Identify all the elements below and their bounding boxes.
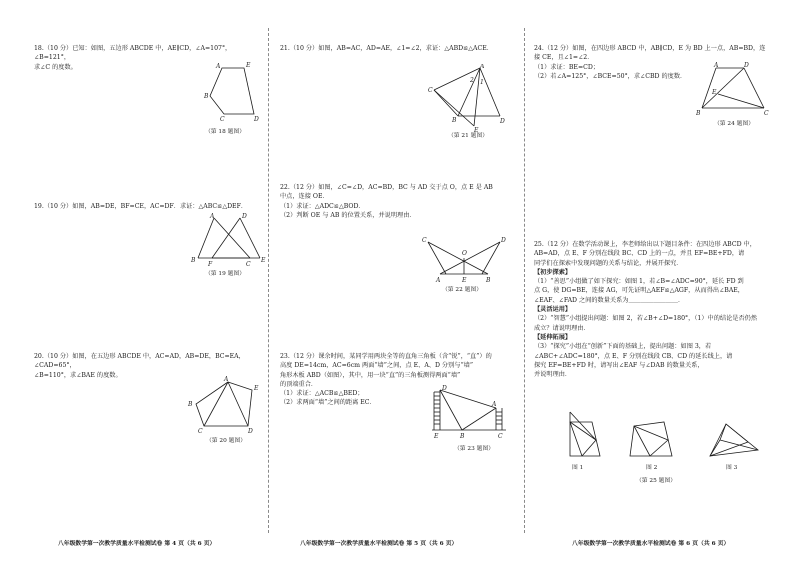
figure-24 [696, 60, 770, 116]
vertex-label: A [436, 277, 441, 284]
question-21 [280, 44, 520, 53]
page-footer: 八年级数学第一次教学质量水平检测试卷 第 5 页（共 6 页） [300, 541, 458, 547]
figure-21 [428, 64, 506, 132]
vertex-label: A [480, 64, 485, 70]
vertex-label: B [191, 257, 196, 264]
figure-18 [196, 60, 266, 122]
question-line: （2）判断 OE 与 AB 的位置关系，并说明理由． [280, 211, 416, 219]
figure-caption: （第 24 题图） [714, 121, 755, 127]
vertex-label: B [486, 277, 491, 284]
question-line: 中点，连接 OE． [280, 193, 329, 201]
question-line: 25.（12 分）在数学活动课上，李老师给出以下题目条件：在四边形 ABCD 中， [534, 241, 756, 248]
vertex-label: C [498, 433, 503, 440]
question-line: 24.（12 分）如图，在四边形 ABCD 中，AB∥CD，E 为 BD 上一点，AB=BD，连 [534, 45, 766, 52]
page-footer: 八年级数学第一次教学质量水平检测试卷 第 6 页（共 6 页） [572, 541, 730, 547]
page-4 [0, 0, 265, 561]
vertex-label: B [696, 110, 701, 116]
vertex-label: A [492, 401, 497, 408]
question-19 [34, 202, 259, 211]
vertex-label: E [261, 257, 266, 264]
question-line: 19.（10 分）如图，AB=DE，BF=CE，AC=DF．求证：△ABC≌△DEF． [34, 203, 248, 210]
question-line: （1）求证：△ACB≌△BED； [280, 390, 364, 398]
vertex-label: E [462, 277, 467, 284]
angle-label: 1 [480, 79, 484, 86]
vertex-label: C [764, 110, 769, 116]
question-line: （3）“探究”小组在“创新”下面的基础上，提出问题：如图 3，若 [534, 343, 712, 351]
vertex-label: E [434, 433, 439, 440]
question-line: （1）“善思”小组做了如下探究：如图 1，若∠B=∠ADC=90°，延长 FD 到 [534, 278, 744, 286]
vertex-label: A [216, 63, 221, 70]
vertex-label: C [220, 116, 225, 122]
section-title: 【初步探索】 [534, 268, 572, 276]
question-line: 20.（10 分）如图，在五边形 ABCDE 中，AC=AD，AB=DE，BC=EA，∠CAD=65°， [34, 353, 245, 370]
question-line: 23.（12 分）课余时间，某同学用两块全等的直角三角板（含“锐”，“直”）的 [280, 353, 492, 360]
vertex-label: E [474, 127, 479, 132]
question-line: （2）“智慧”小组提出问题：如图 2，若∠B+∠D=180°，（1）中的结论是否仍然 [534, 315, 758, 323]
question-line: 成立？请说明理由． [534, 324, 590, 332]
question-line: 探究 EF=BE+FD 时，请写出∠EAF 与∠DAB 的数量关系， [534, 361, 704, 369]
figure-19 [188, 212, 268, 268]
figure-caption: （第 20 题图） [206, 438, 247, 444]
question-line: 的顶端重合． [280, 380, 318, 388]
vertex-label: C [198, 428, 203, 434]
question-line: 21.（10 分）如图，AB=AC，AD=AE，∠1=∠2，求证：△ABD≌△ACE． [280, 45, 493, 52]
figure-20 [184, 374, 264, 434]
vertex-label: D [500, 118, 505, 125]
vertex-label: E [254, 385, 259, 392]
vertex-label: A [714, 62, 719, 69]
vertex-label: O [462, 250, 467, 257]
question-25 [534, 240, 784, 379]
vertex-label: C [246, 261, 251, 268]
vertex-label: B [204, 93, 209, 100]
figure-caption: （第 23 题图） [454, 446, 495, 452]
vertex-label: E [246, 62, 251, 69]
section-title: 【灵活运用】 [534, 306, 572, 314]
angle-label: 2 [470, 77, 474, 84]
vertex-label: C [422, 237, 427, 244]
question-line: （2）若∠A=125°，∠BCE=50°，求∠CBD 的度数． [534, 72, 687, 80]
vertex-label: D [501, 237, 506, 244]
figure-25-2 [626, 418, 680, 460]
figure-caption: （第 22 题图） [442, 287, 483, 293]
column-divider [268, 28, 269, 533]
figure-22 [420, 234, 508, 284]
column-divider [524, 28, 525, 533]
question-line: （2）求两面“墙”之间的距离 EC． [280, 399, 376, 407]
figure-23 [432, 384, 510, 442]
question-line: AB=AD，点 E、F 分别在线段 BC、CD 上的一点，并且 EF=BE+FD，请 [534, 250, 745, 258]
pentagon-abcde [210, 68, 254, 114]
vertex-label: B [460, 433, 465, 440]
question-line: 同学们在探索中发现问题的关系与结论，并展开探究． [534, 259, 683, 267]
question-line: （1）求证：△ADC≌△BOD． [280, 202, 365, 210]
question-line: 接 CE，且∠1=∠2． [534, 54, 594, 62]
figure-caption: 图 3 [726, 465, 738, 471]
vertex-label: D [442, 385, 447, 392]
page-6 [528, 0, 790, 561]
question-line: ∠ABC+∠ADC=180°，点 E、F 分别在线段 CB、CD 的延长线上，请 [534, 352, 733, 360]
page-footer: 八年级数学第一次教学质量水平检测试卷 第 4 页（共 6 页） [58, 541, 216, 547]
figure-caption: 图 1 [572, 465, 584, 471]
vertex-label: D [254, 116, 259, 122]
question-line: ∠EAF、∠FAD 之间的数量关系为＿＿＿＿＿＿＿＿． [534, 296, 685, 304]
question-line: 角形木板 ABD（如图），其中，用一块“直”的三角板测得两面“墙” [280, 371, 461, 379]
vertex-label: C [428, 87, 433, 94]
vertex-label: D [242, 213, 247, 220]
figure-caption: （第 25 题图） [636, 478, 677, 484]
vertex-label: B [452, 117, 457, 124]
question-line: 并说明理由． [534, 371, 572, 379]
vertex-label: D [744, 62, 749, 69]
figure-caption: （第 19 题图） [205, 271, 246, 277]
vertex-label: A [210, 213, 215, 220]
figure-25-1 [556, 406, 606, 460]
page-5 [272, 0, 522, 561]
question-22 [280, 183, 520, 220]
question-line: （1）求证：BE=CD； [534, 63, 600, 71]
question-line: ∠B=110°，求∠BAE 的度数。 [34, 371, 122, 379]
vertex-label: D [248, 428, 253, 434]
vertex-label: A [224, 376, 229, 383]
question-line: 高度 DE=14cm，AC=6cm 两面“墙”之间，点 E、A、D 分别与“墙” [280, 362, 473, 370]
question-line: 18.（10 分）已知：如图，五边形 ABCDE 中，AE∥CD，∠A=107°，∠B=121°， [34, 45, 232, 62]
figure-caption: 图 2 [646, 465, 658, 471]
section-title: 【延伸拓展】 [534, 333, 572, 341]
vertex-label: F [208, 261, 213, 268]
vertex-label: E [712, 89, 717, 96]
figure-25-3 [702, 418, 764, 460]
figure-caption: （第 18 题图） [205, 129, 246, 135]
question-line: 点 G，使 DG=BE，连接 AG，可先证明△AEF≌△AGF，从而得出∠BAE， [534, 287, 744, 295]
question-line: 求∠C 的度数。 [34, 63, 77, 71]
vertex-label: B [188, 401, 193, 408]
figure-caption: （第 21 题图） [448, 133, 489, 139]
question-line: 22.（12 分）如图，∠C=∠D，AC=BD，BC 与 AD 交于点 O，点 E 是 AB [280, 184, 493, 191]
